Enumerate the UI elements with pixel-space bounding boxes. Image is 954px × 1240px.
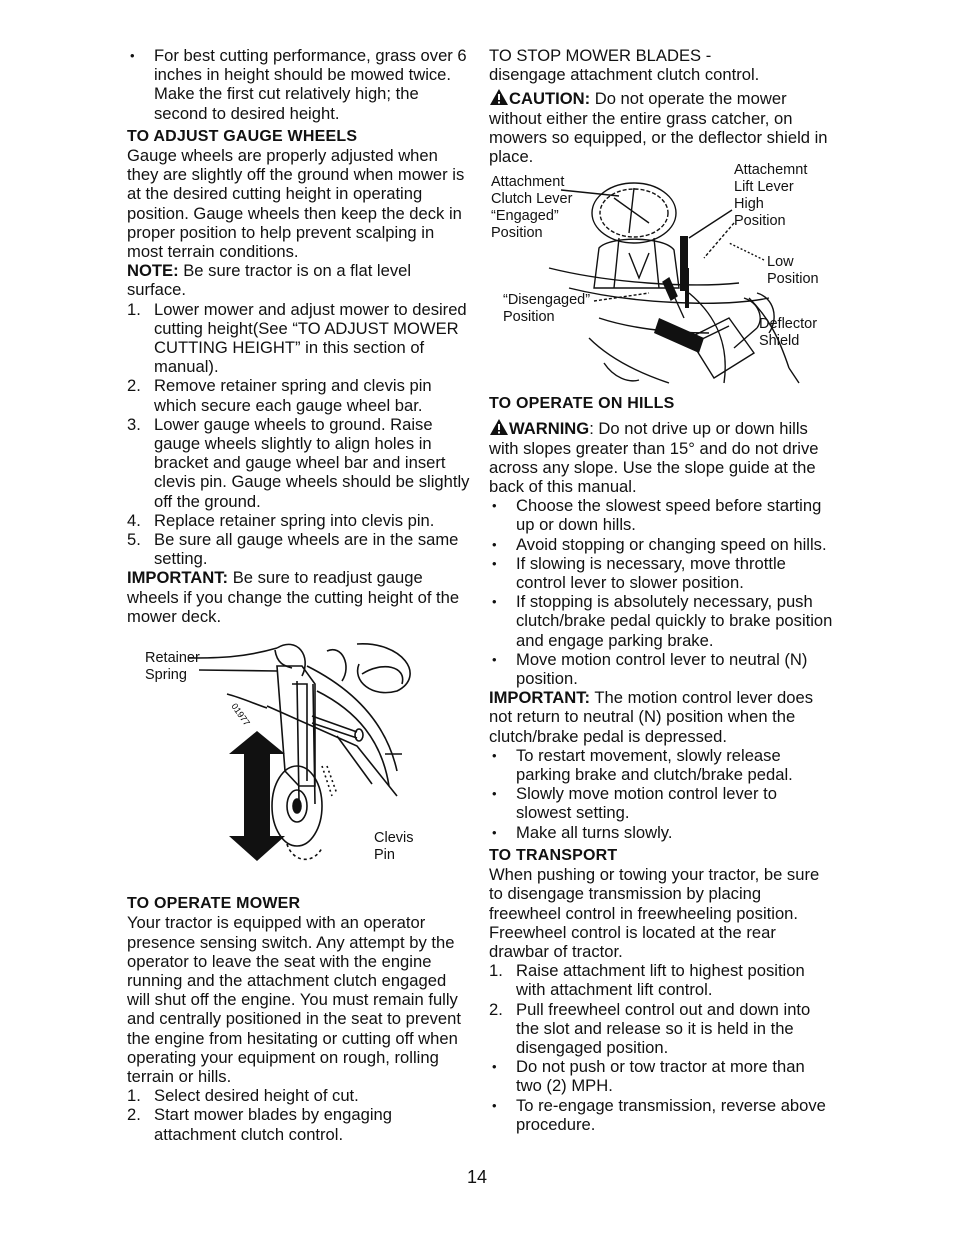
- list-item: 5. Be sure all gauge wheels are in the same setting.: [127, 530, 459, 569]
- stop-text: disengage attachment clutch control.: [489, 65, 760, 85]
- lift-lever-high-label: Attachemnt Lift Lever High Position: [734, 162, 808, 230]
- caution-text: Do not operate the mower without either the entire grass catcher, on mowers so equipped, or the deflector shield in place.: [489, 89, 828, 167]
- gauge-wheel-figure: [127, 636, 472, 888]
- list-item: 2. Pull freewheel control out and down into the slot and release so it is held in the disengaged position.: [489, 999, 811, 1057]
- gauge-heading: TO ADJUST GAUGE WHEELS: [127, 127, 358, 145]
- gauge-note: [127, 261, 472, 299]
- hills-warning: [489, 418, 834, 496]
- list-item: • Avoid stopping or changing speed on hills.: [489, 535, 834, 554]
- clutch-lever-engaged-label: Attachment Clutch Lever “Engaged” Position: [491, 174, 573, 242]
- left-column: [127, 46, 472, 1144]
- list-item: • If stopping is absolutely necessary, push clutch/brake pedal quickly to brake position and engage parking brake.: [489, 592, 834, 650]
- list-item: 1. Raise attachment lift to highest position with attachment lift control.: [489, 961, 805, 1000]
- disengaged-position-label: “Disengaged” Position: [503, 292, 591, 326]
- note-text: Be sure tractor is on a flat level surface.: [127, 261, 412, 300]
- list-item: • Do not push or tow tractor at more than two (2) MPH.: [489, 1057, 834, 1095]
- lever-figure: [489, 162, 834, 386]
- list-item: 4. Replace retainer spring into clevis pin.: [127, 510, 435, 530]
- list-item: • Slowly move motion control lever to slowest setting.: [489, 784, 834, 822]
- list-item: 2. Remove retainer spring and clevis pin which secure each gauge wheel bar.: [127, 376, 432, 415]
- list-item: • If slowing is necessary, move throttle control lever to slower position.: [489, 554, 834, 592]
- list-item: • For best cutting performance, grass over 6 inches in height should be mowed twice. Make the first cut relatively high; the second to desired height.: [127, 46, 472, 123]
- warning-triangle-icon: [489, 418, 509, 436]
- clevis-pin-label: Clevis Pin: [374, 830, 414, 864]
- warning-text: : Do not drive up or down hills with slopes greater than 15° and do not drive across any slope. Use the slope guide at the back of this manual.: [489, 419, 819, 497]
- deflector-shield-label: Deflector Shield: [759, 316, 818, 350]
- note-label: NOTE:: [127, 261, 179, 281]
- operate-paragraph: Your tractor is equipped with an operator presence sensing switch. Any attempt by the operator to leave the seat with the engine running and the attachment clutch engaged will shut off the engine. You must remain fully and centrally positioned in the seat to prevent the engine from hesitating or cutting off when operating your equipment on rough, rolling terrain or hills.: [127, 913, 461, 1086]
- list-item: • Make all turns slowly.: [489, 823, 834, 842]
- right-column: [489, 46, 834, 1134]
- list-item: 1. Lower mower and adjust mower to desired cutting height(See “TO ADJUST MOWER CUTTING HEIGHT” in this section of manual).: [127, 299, 467, 377]
- hills-bullets-2: [489, 746, 834, 842]
- list-item: 1. Select desired height of cut.: [127, 1086, 359, 1106]
- stop-heading: TO STOP MOWER BLADES -: [489, 46, 712, 65]
- transport-heading: TO TRANSPORT: [489, 846, 618, 864]
- page-number: 14: [466, 1167, 488, 1187]
- part-code: 01977: [229, 701, 252, 728]
- warning-triangle-icon: [489, 88, 509, 106]
- operate-heading: TO OPERATE MOWER: [127, 895, 301, 913]
- gauge-paragraph: Gauge wheels are properly adjusted when they are slightly off the ground when mower is at the desired cutting height in operating position. Gauge wheels then keep the deck in proper position to help prevent scalping in most terrain conditions.: [127, 146, 465, 262]
- operate-steps: [127, 1086, 472, 1144]
- low-position-label: Low Position: [767, 254, 819, 288]
- list-item: • To restart movement, slowly release parking brake and clutch/brake pedal.: [489, 746, 834, 784]
- caution-paragraph: [489, 88, 834, 166]
- list-item: 2. Start mower blades by engaging attachment clutch control.: [127, 1105, 392, 1144]
- gauge-important: IMPORTANT: Be sure to readjust gauge wheels if you change the cutting height of the mower deck.: [127, 568, 460, 626]
- transport-bullets: [489, 1057, 834, 1134]
- hills-heading: TO OPERATE ON HILLS: [489, 395, 675, 413]
- list-item: • Choose the slowest speed before starting up or down hills.: [489, 496, 834, 534]
- transport-steps: [489, 961, 834, 1057]
- caution-label: CAUTION:: [509, 89, 591, 109]
- list-item: • To re-engage transmission, reverse above procedure.: [489, 1096, 834, 1134]
- warning-label: WARNING: [509, 419, 590, 439]
- list-item: • Move motion control lever to neutral (N) position.: [489, 650, 834, 688]
- hills-important: IMPORTANT: The motion control lever does not return to neutral (N) position when the clutch/brake pedal is depressed.: [489, 688, 813, 746]
- transport-paragraph: When pushing or towing your tractor, be sure to disengage transmission by placing freewheel control in freewheeling position. Freewheel control is located at the rear drawbar of tractor.: [489, 865, 820, 961]
- retainer-spring-label: Retainer Spring: [145, 650, 200, 684]
- list-item: 3. Lower gauge wheels to ground. Raise gauge wheels slightly to align holes in bracket and gauge wheel bar and insert clevis pin. Gauge wheels should be slightly off the ground.: [127, 414, 470, 511]
- gauge-steps: [127, 300, 472, 569]
- hills-bullets: [489, 496, 834, 688]
- intro-list: [127, 46, 472, 123]
